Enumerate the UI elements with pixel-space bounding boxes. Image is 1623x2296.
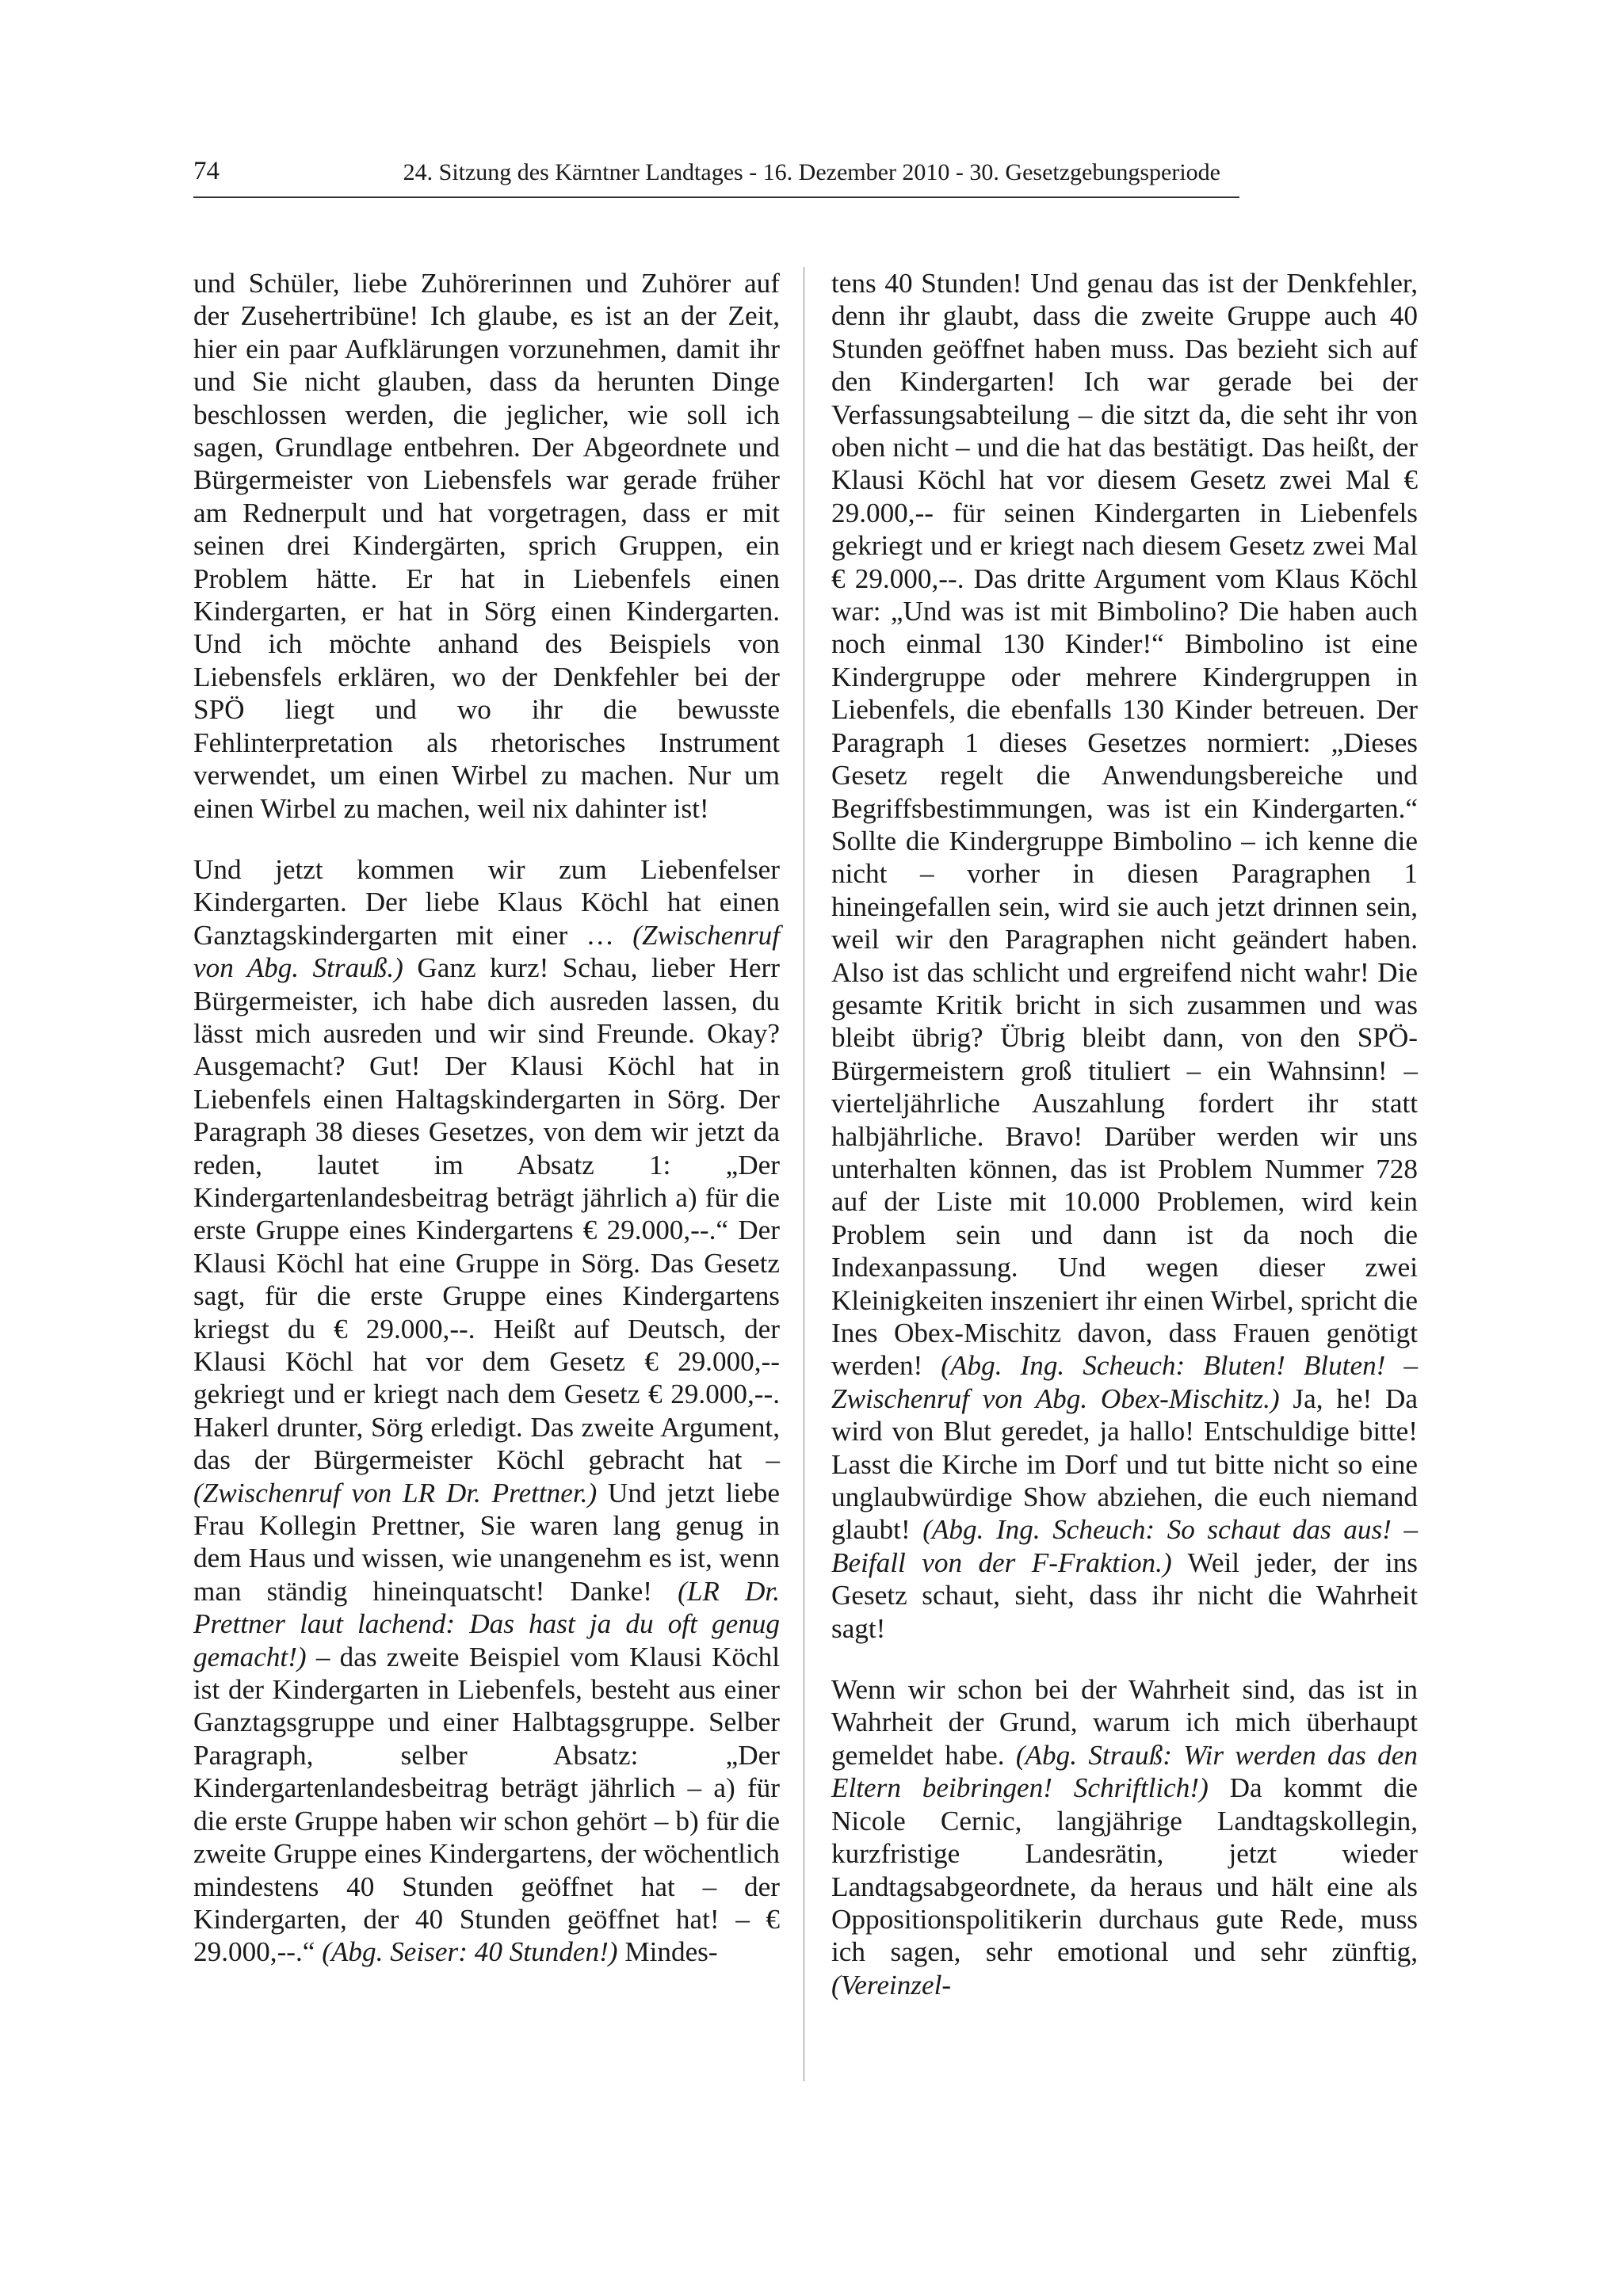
page-number: 74	[193, 157, 220, 185]
speech-text: Weil jeder, der ins Gesetz schaut, sieht, dass ihr nicht die Wahrheit sagt!	[831, 1547, 1418, 1644]
interjection: (LR Dr. Prettner laut lachend: Das hast ja du oft genug gemacht!)	[193, 1575, 780, 1672]
interjection: (Vereinzel-	[831, 1969, 952, 2000]
speech-text: Und jetzt liebe Frau Kollegin Prettner, Sie waren lang genug in dem Haus und wissen, wie unangenehm es ist, wenn man ständig hineinquatscht! Danke!	[193, 1477, 781, 1607]
paragraph	[193, 853, 780, 1969]
interjection: (Abg. Seiser: 40 Stunden!)	[322, 1936, 618, 1968]
speech-text: Und jetzt kommen wir zum Liebenfelser Kindergarten. Der liebe Klaus Köchl hat einen Ganztagskindergarten mit einer …	[193, 853, 780, 951]
speech-text: Ja, he! Da wird von Blut geredet, ja hallo! Entschuldige bitte! Lasst die Kirche im Dorf und tut bitte nicht so eine unglaubwürdige Show abziehen, die euch niemand glaubt!	[831, 1383, 1418, 1546]
speech-text: Mindes-	[617, 1936, 718, 1968]
interjection: (Zwischenruf von LR Dr. Prettner.)	[193, 1477, 598, 1508]
speech-text: Da kommt die Nicole Cernic, langjährige Landtagskollegin, kurzfristige Landesrätin, jetzt wieder Landtagsabgeordnete, da heraus und hält eine als Oppositionspolitikerin durchaus gute Rede, muss ich sagen, sehr emotional und sehr zünftig,	[831, 1772, 1418, 1968]
interjection: (Zwischenruf von Abg. Strauß.)	[193, 919, 780, 984]
speech-text: Wenn wir schon bei der Wahrheit sind, das ist in Wahrheit der Grund, warum ich mich überhaupt gemeldet habe.	[831, 1674, 1418, 1771]
speech-text: tens 40 Stunden! Und genau das ist der Denkfehler, denn ihr glaubt, dass die zweite Gruppe auch 40 Stunden geöffnet haben muss. Das bezieht sich auf den Kindergarten! Ich war gerade bei der Verfassungsabteilung – die sitzt da, die seht ihr von oben nicht – und die hat das bestätigt. Das heißt, der Klausi Köchl hat vor diesem Gesetz zwei Mal € 29.000,-- für seinen Kindergarten in Liebenfels gekriegt und er kriegt nach diesem Gesetz zwei Mal € 29.000,--. Das dritte Argument vom Klaus Köchl war: „Und was ist mit Bimbolino? Die haben auch noch einmal 130 Kinder!“ Bimbolino ist eine Kindergruppe oder mehrere Kindergruppen in Liebenfels, die ebenfalls 130 Kinder betreuen. Der Paragraph 1 dieses Gesetzes normiert: „Dieses Gesetz regelt die Anwendungsbereiche und Begriffsbestimmungen, was ist ein Kindergarten.“ Sollte die Kindergruppe Bimbolino – ich kenne die nicht – vorher in diesen Paragraphen 1 hineingefallen sein, wird sie auch jetzt drinnen sein, weil wir den Paragraphen nicht geändert haben. Also ist das schlicht und ergreifend nicht wahr! Die gesamte Kritik bricht in sich zusammen und was bleibt übrig? Übrig bleibt dann, von den SPÖ-Bürgermeistern groß tituliert – ein Wahnsinn! – vierteljährliche Auszahlung fordert ihr statt halbjährliche. Bravo! Darüber werden wir uns unterhalten können, das ist Problem Nummer 728 auf der Liste mit 10.000 Problemen, wird kein Problem sein und dann ist da noch die Indexanpassung. Und wegen dieser zwei Kleinigkeiten inszeniert ihr einen Wirbel, spricht die Ines Obex-Mischitz davon, dass Frauen genötigt werden!	[831, 268, 1418, 1382]
interjection: (Abg. Ing. Scheuch: Bluten! Bluten! – Zwischenruf von Abg. Obex-Mischitz.)	[831, 1350, 1418, 1414]
left-column	[193, 267, 780, 1969]
paragraph	[831, 267, 1418, 1645]
right-column	[831, 267, 1418, 2001]
speech-text: Ganz kurz! Schau, lieber Herr Bürgermeister, ich habe dich ausreden lassen, du lässt mich ausreden und wir sind Freunde. Okay? Ausgemacht? Gut! Der Klausi Köchl hat in Liebenfels einen Haltagskindergarten in Sörg. Der Paragraph 38 dieses Gesetzes, von dem wir jetzt da reden, lautet im Absatz 1: „Der Kindergartenlandesbeitrag beträgt jährlich a) für die erste Gruppe eines Kindergartens € 29.000,--.“ Der Klausi Köchl hat eine Gruppe in Sörg. Das Gesetz sagt, für die erste Gruppe eines Kindergartens kriegst du € 29.000,--. Heißt auf Deutsch, der Klausi Köchl hat vor dem Gesetz € 29.000,-- gekriegt und er kriegt nach dem Gesetz € 29.000,--. Hakerl drunter, Sörg erledigt. Das zweite Argument, das der Bürgermeister Köchl gebracht hat –	[193, 952, 780, 1476]
page-header	[193, 155, 1239, 198]
speech-text: und Schüler, liebe Zuhörerinnen und Zuhörer auf der Zusehertribüne! Ich glaube, es ist an der Zeit, hier ein paar Aufklärungen vorzunehmen, damit ihr und Sie nicht glauben, dass da herunten Dinge beschlossen werden, die jeglicher, wie soll ich sagen, Grundlage entbehren. Der Abgeordnete und Bürgermeister von Liebensfels war gerade früher am Rednerpult und hat vorgetragen, dass er mit seinen drei Kindergärten, sprich Gruppen, ein Problem hätte. Er hat in Liebenfels einen Kindergarten, er hat in Sörg einen Kindergarten. Und ich möchte anhand des Beispiels von Liebensfels erklären, wo der Denkfehler bei der SPÖ liegt und wo ihr die bewusste Fehlinterpretation als rhetorisches Instrument verwendet, um einen Wirbel zu machen. Nur um einen Wirbel zu machen, weil nix dahinter ist!	[193, 268, 780, 824]
interjection: (Abg. Strauß: Wir werden das den Eltern beibringen! Schriftlich!)	[831, 1739, 1418, 1804]
paragraph	[831, 1673, 1418, 2001]
running-title: 24. Sitzung des Kärntner Landtages - 16. Dezember 2010 - 30. Gesetzgebungsperiode	[403, 159, 1220, 185]
interjection: (Abg. Ing. Scheuch: So schaut das aus! – Beifall von der F-Fraktion.)	[831, 1514, 1418, 1578]
paragraph	[193, 267, 780, 825]
speech-text: – das zweite Beispiel vom Klausi Köchl ist der Kindergarten in Liebenfels, besteht aus einer Ganztagsgruppe und einer Halbtagsgruppe. Selber Paragraph, selber Absatz: „Der Kindergartenlandesbeitrag beträgt jährlich – a) für die erste Gruppe haben wir schon gehört – b) für die zweite Gruppe eines Kindergartens, der wöchentlich mindestens 40 Stunden geöffnet hat – der Kindergarten, der 40 Stunden geöffnet hat! – € 29.000,--.“	[193, 1641, 780, 1968]
